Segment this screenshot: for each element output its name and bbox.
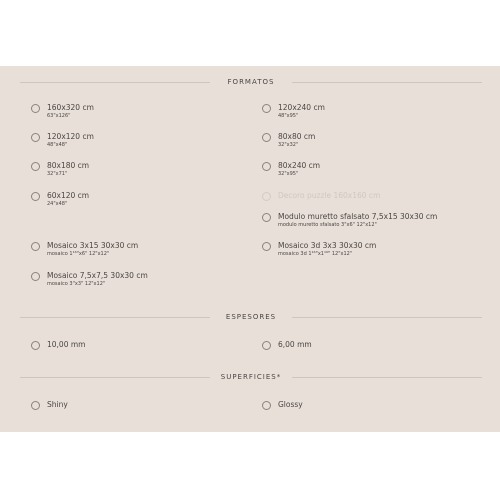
section-title-formatos: FORMATOS	[222, 78, 281, 86]
radio-button[interactable]	[31, 341, 40, 350]
radio-button[interactable]	[31, 401, 40, 410]
option-label: 120x240 cm	[278, 103, 325, 112]
section-header-formatos	[20, 76, 482, 88]
option-label: 120x120 cm	[47, 132, 94, 141]
option-label: 6,00 mm	[278, 340, 312, 349]
radio-button[interactable]	[31, 104, 40, 113]
options-panel	[0, 66, 500, 432]
radio-button[interactable]	[262, 401, 271, 410]
option-label: 80x240 cm	[278, 161, 321, 170]
radio-button[interactable]	[31, 242, 40, 251]
option-sublabel: mosaico 1¹⁶"x6" 12"x12"	[47, 250, 110, 257]
option-label: 160x320 cm	[47, 103, 94, 112]
option-sublabel: 32"x95"	[278, 170, 299, 177]
radio-button[interactable]	[262, 341, 271, 350]
radio-button[interactable]	[262, 242, 271, 251]
section-title-superficies: SUPERFICIES*	[215, 373, 287, 381]
option-label: Decoro puzzle 160x160 cm	[278, 191, 381, 200]
radio-button	[262, 192, 271, 201]
option-label: Shiny	[47, 400, 68, 409]
option-label: 80x180 cm	[47, 161, 90, 170]
radio-button[interactable]	[262, 133, 271, 142]
option-label: Modulo muretto sfalsato 7,5x15 30x30 cm	[278, 212, 438, 221]
option-sublabel: 24"x48"	[47, 200, 68, 207]
section-title-espesores: ESPESORES	[220, 313, 282, 321]
option-label: 60x120 cm	[47, 191, 90, 200]
option-sublabel: 32"x32"	[278, 141, 299, 148]
radio-button[interactable]	[262, 213, 271, 222]
section-header-superficies	[20, 371, 482, 383]
option-sublabel: modulo muretto sfalsato 3"x6" 12"x12"	[278, 221, 377, 228]
option-label: 10,00 mm	[47, 340, 86, 349]
radio-button[interactable]	[262, 162, 271, 171]
radio-button[interactable]	[31, 272, 40, 281]
option-label: Mosaico 7,5x7,5 30x30 cm	[47, 271, 148, 280]
radio-button[interactable]	[262, 104, 271, 113]
option-label: Mosaico 3x15 30x30 cm	[47, 241, 139, 250]
radio-button[interactable]	[31, 162, 40, 171]
option-sublabel: 32"x71"	[47, 170, 68, 177]
option-label: Glossy	[278, 400, 303, 409]
option-sublabel: 63"x126"	[47, 112, 71, 119]
option-sublabel: mosaico 3d 1¹⁶"x1¹⁶" 12"x12"	[278, 250, 353, 257]
option-sublabel: mosaico 3"x3" 12"x12"	[47, 280, 106, 287]
option-label: Mosaico 3d 3x3 30x30 cm	[278, 241, 377, 250]
section-header-espesores	[20, 311, 482, 323]
option-sublabel: 48"x95"	[278, 112, 299, 119]
radio-button[interactable]	[31, 192, 40, 201]
option-label: 80x80 cm	[278, 132, 316, 141]
option-sublabel: 48"x48"	[47, 141, 68, 148]
radio-button[interactable]	[31, 133, 40, 142]
